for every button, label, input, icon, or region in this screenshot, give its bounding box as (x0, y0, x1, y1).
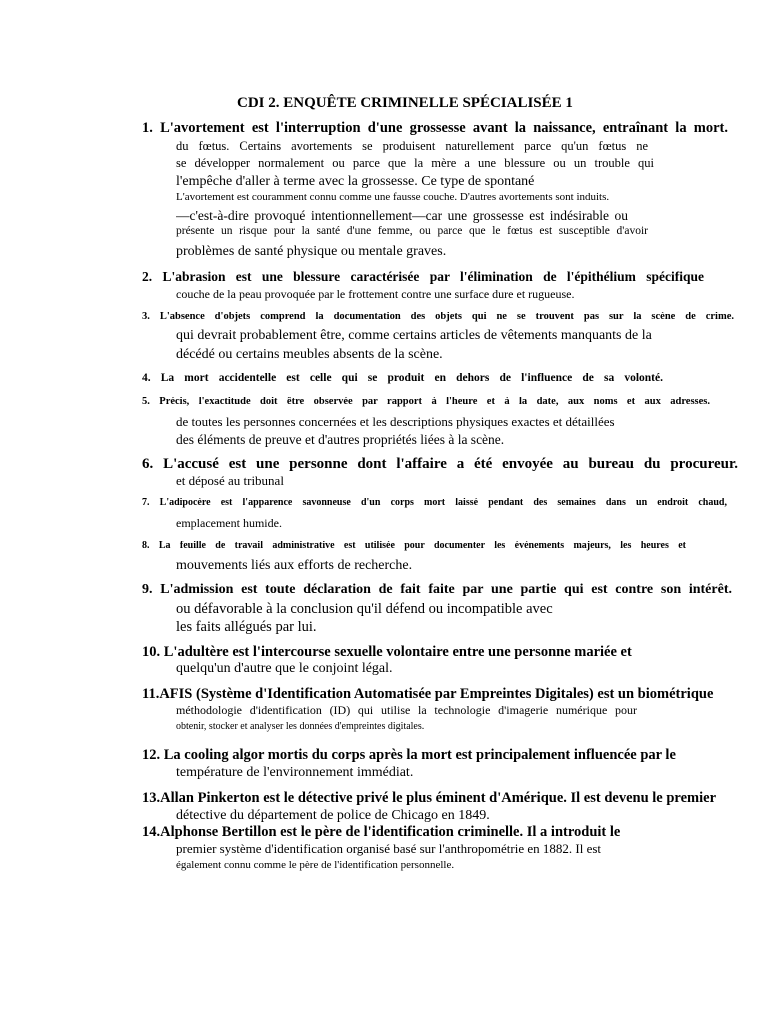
item-1-line: problèmes de santé physique ou mentale graves. (176, 244, 447, 259)
item-5-line: de toutes les personnes concernées et les descriptions physiques exactes et détaillées (176, 414, 615, 429)
item-14-line: également connu comme le père de l'identification personnelle. (176, 859, 455, 871)
item-5-heading: 5. Précis, l'exactitude doit être observée par rapport à l'heure et à la date, aux noms et aux adresses. (142, 397, 710, 407)
item-1-line: —c'est-à-dire provoqué intentionnellement—car une grossesse est indésirable ou (176, 209, 628, 223)
item-2-heading: 2. L'abrasion est une blessure caractérisée par l'élimination de l'épithélium spécifique (142, 270, 704, 284)
item-4-heading: 4. La mort accidentelle est celle qui se produit en dehors de l'influence de sa volonté. (142, 373, 663, 384)
item-1-line: présente un risque pour la santé d'une femme, ou parce que le fœtus est susceptible d'avoir (176, 226, 648, 237)
item-1-line: du fœtus. Certains avortements se produisent naturellement parce qu'un fœtus ne (176, 140, 648, 153)
item-12-line: température de l'environnement immédiat. (176, 765, 414, 780)
item-3-line: décédé ou certains meubles absents de la scène. (176, 347, 443, 362)
item-10-line: quelqu'un d'autre que le conjoint légal. (176, 661, 393, 676)
item-12-heading: 12. La cooling algor mortis du corps après la mort est principalement influencée par le (142, 747, 676, 763)
item-8-line: mouvements liés aux efforts de recherche. (176, 558, 413, 573)
item-14-line: premier système d'identification organisé basé sur l'anthropométrie en 1882. Il est (176, 841, 602, 856)
item-5-line: des éléments de preuve et d'autres propriétés liées à la scène. (176, 432, 505, 447)
item-11-line: obtenir, stocker et analyser les données d'empreintes digitales. (176, 721, 425, 732)
item-8-heading: 8. La feuille de travail administrative est utilisée pour documenter les événements majeurs, les heures et (142, 541, 686, 551)
item-9-line: ou défavorable à la conclusion qu'il défend ou incompatible avec (176, 601, 553, 617)
item-9-line: les faits allégués par lui. (176, 619, 317, 635)
item-7-line: emplacement humide. (176, 516, 282, 530)
item-1-line: se développer normalement ou parce que la mère a une blessure ou un trouble qui (176, 157, 654, 170)
item-7-heading: 7. L'adipocère est l'apparence savonneuse d'un corps mort laissé pendant des semaines dans un endroit chaud, (142, 498, 727, 508)
item-11-heading: 11.AFIS (Système d'Identification Automatisée par Empreintes Digitales) est un biométrique (142, 686, 714, 702)
item-6-line: et déposé au tribunal (176, 473, 284, 488)
item-2-line: couche de la peau provoquée par le frottement contre une surface dure et rugueuse. (176, 287, 575, 301)
item-1-heading: 1. L'avortement est l'interruption d'une grossesse avant la naissance, entraînant la mort. (142, 121, 728, 136)
item-1-line: L'avortement est couramment connu comme une fausse couche. D'autres avortements sont induits. (176, 191, 610, 203)
item-13-line: détective du département de police de Chicago en 1849. (176, 808, 490, 823)
page-title: CDI 2. ENQUÊTE CRIMINELLE SPÉCIALISÉE 1 (237, 95, 573, 111)
item-3-line: qui devrait probablement être, comme certains articles de vêtements manquants de la (176, 328, 652, 343)
item-10-heading: 10. L'adultère est l'intercourse sexuelle volontaire entre une personne mariée et (142, 644, 632, 660)
item-13-heading: 13.Allan Pinkerton est le détective privé le plus éminent d'Amérique. Il est devenu le premier (142, 790, 717, 806)
item-3-heading: 3. L'absence d'objets comprend la documentation des objets qui ne se trouvent pas sur la scène de crime. (142, 312, 734, 322)
item-6-heading: 6. L'accusé est une personne dont l'affaire a été envoyée au bureau du procureur. (142, 457, 738, 472)
item-11-line: méthodologie d'identification (ID) qui utilise la technologie d'imagerie numérique pour (176, 704, 637, 717)
item-1-line: l'empêche d'aller à terme avec la grossesse. Ce type de spontané (176, 174, 535, 189)
item-14-heading: 14.Alphonse Bertillon est le père de l'identification criminelle. Il a introduit le (142, 824, 621, 840)
item-9-heading: 9. L'admission est toute déclaration de fait faite par une partie qui est contre son intérêt. (142, 583, 732, 597)
